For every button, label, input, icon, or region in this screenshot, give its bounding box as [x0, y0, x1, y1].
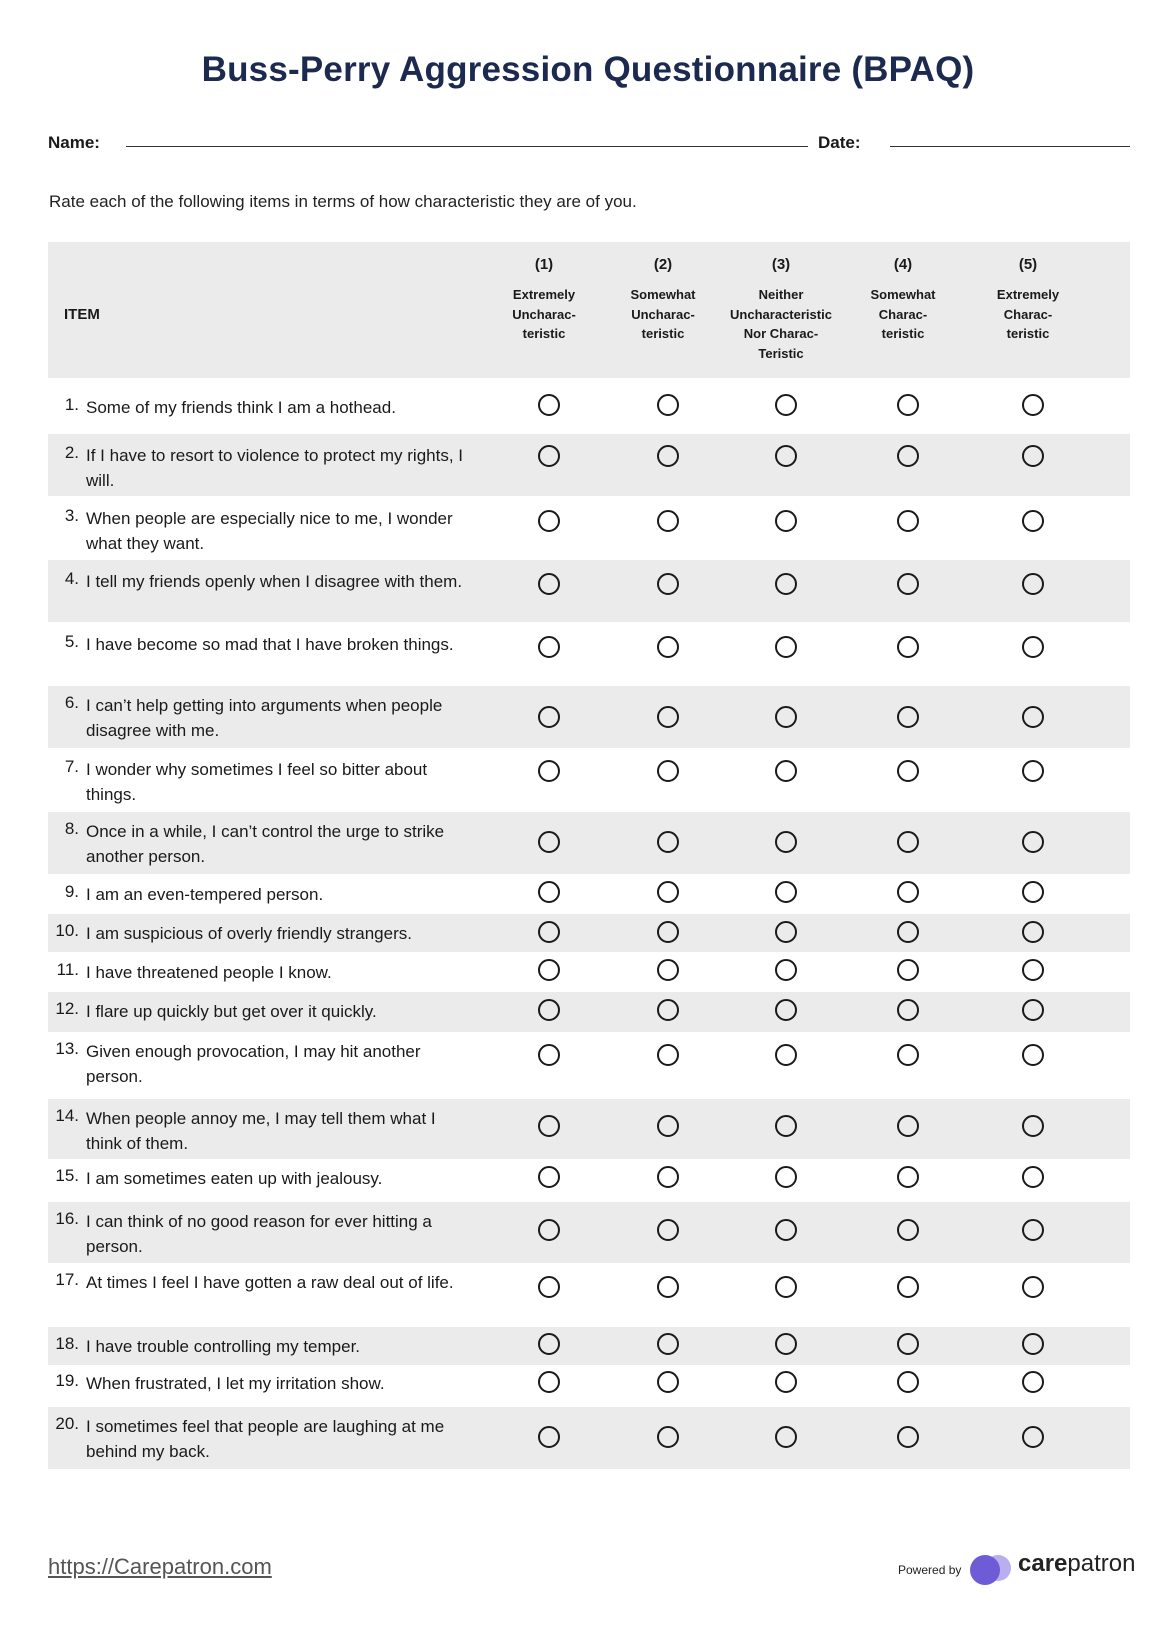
radio-option-3[interactable] [775, 959, 797, 981]
radio-option-5[interactable] [1022, 1333, 1044, 1355]
radio-option-5[interactable] [1022, 636, 1044, 658]
item-text: I am an even-tempered person. [86, 885, 324, 904]
item-text: When people are especially nice to me, I wonder what they want. [86, 509, 453, 553]
item-number: 14. [55, 1106, 79, 1125]
table-row [48, 1032, 1130, 1099]
radio-option-2[interactable] [657, 394, 679, 416]
radio-option-5[interactable] [1022, 1276, 1044, 1298]
radio-option-3[interactable] [775, 445, 797, 467]
radio-option-2[interactable] [657, 959, 679, 981]
column-header-2 [598, 256, 728, 344]
item-number: 7. [64, 757, 79, 776]
item-number: 8. [64, 819, 79, 838]
item-text: I have trouble controlling my temper. [86, 1337, 361, 1356]
radio-option-1[interactable] [538, 1426, 560, 1448]
radio-option-3[interactable] [775, 999, 797, 1021]
radio-option-1[interactable] [538, 1219, 560, 1241]
radio-option-5[interactable] [1022, 1371, 1044, 1393]
radio-option-3[interactable] [775, 921, 797, 943]
item-number: 20. [55, 1414, 79, 1433]
radio-option-3[interactable] [775, 1333, 797, 1355]
radio-option-2[interactable] [657, 1115, 679, 1137]
item-number: 1. [64, 395, 79, 414]
questionnaire-table [48, 242, 1130, 1469]
item-number: 13. [55, 1039, 79, 1058]
radio-option-2[interactable] [657, 1426, 679, 1448]
radio-option-3[interactable] [775, 636, 797, 658]
radio-option-4[interactable] [897, 1044, 919, 1066]
table-row [48, 1099, 1130, 1159]
radio-option-5[interactable] [1022, 959, 1044, 981]
table-row [48, 812, 1130, 874]
radio-option-2[interactable] [657, 573, 679, 595]
column-label: Somewhat Uncharac- teristic [630, 287, 696, 341]
date-label: Date: [818, 133, 861, 152]
radio-option-1[interactable] [538, 760, 560, 782]
name-field[interactable] [126, 146, 808, 147]
item-text: When people annoy me, I may tell them what I think of them. [86, 1109, 436, 1153]
name-label: Name: [48, 133, 100, 152]
radio-option-3[interactable] [775, 881, 797, 903]
table-row [48, 874, 1130, 914]
table-row [48, 748, 1130, 812]
item-number: 18. [55, 1334, 79, 1353]
radio-option-2[interactable] [657, 510, 679, 532]
radio-option-3[interactable] [775, 706, 797, 728]
radio-option-3[interactable] [775, 1044, 797, 1066]
item-text: I can think of no good reason for ever hitting a person. [86, 1212, 432, 1256]
radio-option-5[interactable] [1022, 573, 1044, 595]
item-number: 15. [55, 1166, 79, 1185]
table-header [48, 242, 1130, 378]
carepatron-link[interactable]: https://Carepatron.com [48, 1554, 272, 1579]
radio-option-4[interactable] [897, 959, 919, 981]
radio-option-2[interactable] [657, 445, 679, 467]
radio-option-2[interactable] [657, 831, 679, 853]
column-label: Extremely Uncharac- teristic [512, 287, 576, 341]
radio-option-1[interactable] [538, 573, 560, 595]
item-text: Some of my friends think I am a hothead. [86, 398, 396, 417]
radio-option-5[interactable] [1022, 1426, 1044, 1448]
radio-option-3[interactable] [775, 1276, 797, 1298]
table-row [48, 1202, 1130, 1263]
item-text: Given enough provocation, I may hit another person. [86, 1042, 421, 1086]
radio-option-4[interactable] [897, 1166, 919, 1188]
column-label: Neither Uncharacteristic Nor Charac- Teristic [730, 287, 832, 361]
radio-option-3[interactable] [775, 1219, 797, 1241]
radio-option-3[interactable] [775, 831, 797, 853]
column-number: (4) [893, 256, 913, 273]
item-number: 3. [64, 506, 79, 525]
radio-option-3[interactable] [775, 1371, 797, 1393]
column-number: (5) [1018, 256, 1038, 273]
table-row [48, 434, 1130, 496]
item-text: I wonder why sometimes I feel so bitter about things. [86, 760, 428, 804]
radio-option-4[interactable] [897, 831, 919, 853]
radio-option-5[interactable] [1022, 394, 1044, 416]
radio-option-3[interactable] [775, 510, 797, 532]
radio-option-4[interactable] [897, 706, 919, 728]
column-header-5 [963, 256, 1093, 344]
item-text: I am sometimes eaten up with jealousy. [86, 1169, 383, 1188]
table-row [48, 952, 1130, 992]
radio-option-4[interactable] [897, 1115, 919, 1137]
column-number: (3) [771, 256, 791, 273]
table-row [48, 622, 1130, 686]
item-number: 9. [64, 882, 79, 901]
radio-option-5[interactable] [1022, 881, 1044, 903]
radio-option-4[interactable] [897, 394, 919, 416]
radio-option-5[interactable] [1022, 1044, 1044, 1066]
item-text: When frustrated, I let my irritation show. [86, 1374, 385, 1393]
column-header-1 [479, 256, 609, 344]
radio-option-4[interactable] [897, 1219, 919, 1241]
radio-option-5[interactable] [1022, 445, 1044, 467]
radio-option-3[interactable] [775, 1115, 797, 1137]
radio-option-2[interactable] [657, 921, 679, 943]
radio-option-5[interactable] [1022, 1166, 1044, 1188]
item-column-header: ITEM [64, 306, 100, 323]
item-text: I have threatened people I know. [86, 963, 332, 982]
radio-option-1[interactable] [538, 510, 560, 532]
radio-option-5[interactable] [1022, 831, 1044, 853]
radio-option-3[interactable] [775, 394, 797, 416]
powered-by-label: Powered by [898, 1563, 962, 1577]
item-text: I have become so mad that I have broken things. [86, 635, 454, 654]
radio-option-1[interactable] [538, 706, 560, 728]
item-number: 12. [55, 999, 79, 1018]
column-label: Extremely Charac- teristic [996, 287, 1060, 341]
page-title: Buss-Perry Aggression Questionnaire (BPAQ) [201, 50, 975, 89]
radio-option-3[interactable] [775, 1166, 797, 1188]
date-field[interactable] [890, 146, 1130, 147]
radio-option-1[interactable] [538, 1044, 560, 1066]
table-row [48, 1365, 1130, 1407]
radio-option-5[interactable] [1022, 1219, 1044, 1241]
radio-option-2[interactable] [657, 881, 679, 903]
radio-option-1[interactable] [538, 1166, 560, 1188]
item-text: If I have to resort to violence to protect my rights, I will. [86, 446, 463, 490]
radio-option-5[interactable] [1022, 999, 1044, 1021]
item-text: I sometimes feel that people are laughing at me behind my back. [86, 1417, 445, 1461]
table-row [48, 1263, 1130, 1327]
item-text: I am suspicious of overly friendly strangers. [86, 924, 412, 943]
table-row [48, 1407, 1130, 1469]
radio-option-4[interactable] [897, 510, 919, 532]
table-row [48, 686, 1130, 748]
radio-option-1[interactable] [538, 1276, 560, 1298]
item-number: 2. [64, 443, 79, 462]
radio-option-1[interactable] [538, 636, 560, 658]
radio-option-5[interactable] [1022, 510, 1044, 532]
instructions: Rate each of the following items in terms of how characteristic they are of you. [49, 192, 637, 211]
item-text: Once in a while, I can’t control the urge to strike another person. [86, 822, 445, 866]
item-number: 4. [64, 569, 79, 588]
radio-option-1[interactable] [538, 394, 560, 416]
radio-option-1[interactable] [538, 1333, 560, 1355]
table-row [48, 1159, 1130, 1202]
radio-option-4[interactable] [897, 445, 919, 467]
radio-option-4[interactable] [897, 760, 919, 782]
item-number: 17. [55, 1270, 79, 1289]
radio-option-3[interactable] [775, 1426, 797, 1448]
table-row [48, 496, 1130, 560]
radio-option-1[interactable] [538, 881, 560, 903]
radio-option-4[interactable] [897, 1333, 919, 1355]
radio-option-5[interactable] [1022, 760, 1044, 782]
radio-option-1[interactable] [538, 1371, 560, 1393]
column-header-4 [838, 256, 968, 344]
radio-option-4[interactable] [897, 1371, 919, 1393]
item-text: I tell my friends openly when I disagree with them. [86, 572, 463, 591]
column-header-3 [716, 256, 846, 363]
radio-option-4[interactable] [897, 636, 919, 658]
radio-option-2[interactable] [657, 1333, 679, 1355]
brand-rest: patron [1067, 1550, 1136, 1577]
radio-option-1[interactable] [538, 999, 560, 1021]
radio-option-5[interactable] [1022, 706, 1044, 728]
radio-option-1[interactable] [538, 959, 560, 981]
radio-option-1[interactable] [538, 831, 560, 853]
item-number: 16. [55, 1209, 79, 1228]
radio-option-2[interactable] [657, 1166, 679, 1188]
item-text: I flare up quickly but get over it quickly. [86, 1002, 377, 1021]
radio-option-4[interactable] [897, 881, 919, 903]
brand-bold: care [1018, 1550, 1068, 1577]
item-number: 5. [64, 632, 79, 651]
column-number: (2) [653, 256, 673, 273]
radio-option-2[interactable] [657, 636, 679, 658]
radio-option-2[interactable] [657, 760, 679, 782]
column-number: (1) [534, 256, 554, 273]
radio-option-1[interactable] [538, 1115, 560, 1137]
column-label: Somewhat Charac- teristic [870, 287, 936, 341]
radio-option-1[interactable] [538, 445, 560, 467]
radio-option-4[interactable] [897, 573, 919, 595]
radio-option-5[interactable] [1022, 1115, 1044, 1137]
table-row [48, 914, 1130, 952]
carepatron-wordmark [1018, 1550, 1135, 1578]
radio-option-3[interactable] [775, 760, 797, 782]
carepatron-logo-icon [968, 1552, 1016, 1586]
radio-option-2[interactable] [657, 1219, 679, 1241]
table-row [48, 378, 1130, 434]
radio-option-3[interactable] [775, 573, 797, 595]
item-number: 11. [56, 960, 79, 979]
radio-option-5[interactable] [1022, 921, 1044, 943]
radio-option-2[interactable] [657, 1371, 679, 1393]
item-text: I can’t help getting into arguments when people disagree with me. [86, 696, 443, 740]
radio-option-2[interactable] [657, 999, 679, 1021]
radio-option-1[interactable] [538, 921, 560, 943]
radio-option-4[interactable] [897, 921, 919, 943]
radio-option-4[interactable] [897, 999, 919, 1021]
radio-option-4[interactable] [897, 1276, 919, 1298]
item-number: 6. [64, 693, 79, 712]
table-row [48, 992, 1130, 1032]
radio-option-4[interactable] [897, 1426, 919, 1448]
item-number: 19. [55, 1371, 79, 1390]
radio-option-2[interactable] [657, 706, 679, 728]
radio-option-2[interactable] [657, 1276, 679, 1298]
item-text: At times I feel I have gotten a raw deal out of life. [86, 1273, 454, 1292]
item-number: 10. [55, 921, 79, 940]
radio-option-2[interactable] [657, 1044, 679, 1066]
table-row [48, 1327, 1130, 1365]
table-row [48, 560, 1130, 622]
